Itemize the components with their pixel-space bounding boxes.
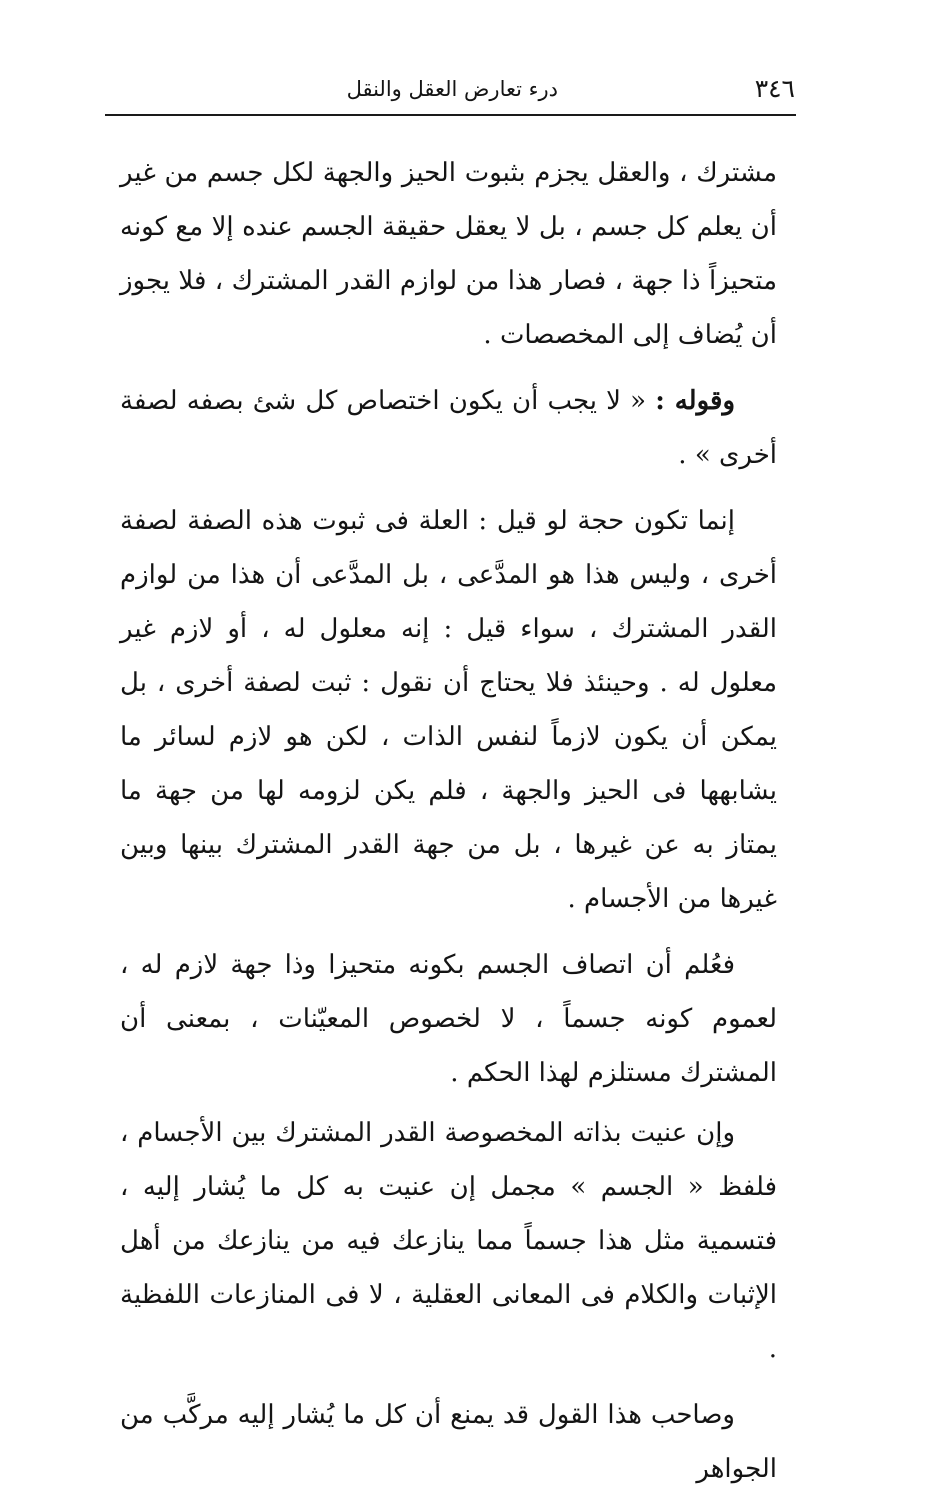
page-number: ٣٤٦ xyxy=(754,74,795,103)
body-text xyxy=(120,146,777,1496)
paragraph-6: وصاحب هذا القول قد يمنع أن كل ما يُشار إليه مركَّب من الجواهر xyxy=(120,1400,777,1484)
paragraph-3: إنما تكون حجة لو قيل : العلة فى ثبوت هذه الصفة لصفة أخرى ، وليس هذا هو المدَّعى ، بل المدَّعى أن هذا من لوازم القدر المشترك ، سواء قيل : إنه معلول له ، أو لازم غير معلول له . وحينئذ فلا يحتاج أن نقول : ثبت لصفة أخرى ، بل يمكن أن يكون لازماً لنفس الذات ، لكن هو لازم لسائر ما يشابهها فى الحيز والجهة ، فلم يكن لزومه لها من جهة ما يمتاز به عن غيرها ، بل من جهة القدر المشترك بينها وبين غيرها من الأجسام . xyxy=(120,506,777,914)
paragraph-2-lead: وقوله : xyxy=(655,386,735,416)
running-header xyxy=(105,72,795,112)
paragraph-2 xyxy=(120,374,777,482)
book-title: درء تعارض العقل والنقل xyxy=(346,77,558,101)
paragraph-2-text: « لا يجب أن يكون اختصاص كل شئ بصفه لصفة أخرى » . xyxy=(120,386,777,470)
paragraph-4: فعُلم أن اتصاف الجسم بكونه متحيزا وذا جهة لازم له ، لعموم كونه جسماً ، لا لخصوص المعيّنات ، بمعنى أن المشترك مستلزم لهذا الحكم . xyxy=(120,950,777,1088)
paragraph-5: وإن عنيت بذاته المخصوصة القدر المشترك بين الأجسام ، فلفظ « الجسم » مجمل إن عنيت به كل ما يُشار إليه ، فتسمية مثل هذا جسماً مما ينازعك فيه من ينازعك من أهل الإثبات والكلام فى المعانى العقلية ، لا فى المنازعات اللفظية . xyxy=(120,1118,777,1364)
header-divider xyxy=(105,114,796,116)
paragraph-1: مشترك ، والعقل يجزم بثبوت الحيز والجهة لكل جسم من غير أن يعلم كل جسم ، بل لا يعقل حقيقة الجسم عنده إلا مع كونه متحيزاً ذا جهة ، فصار هذا من لوازم القدر المشترك ، فلا يجوز أن يُضاف إلى المخصصات . xyxy=(120,158,777,350)
